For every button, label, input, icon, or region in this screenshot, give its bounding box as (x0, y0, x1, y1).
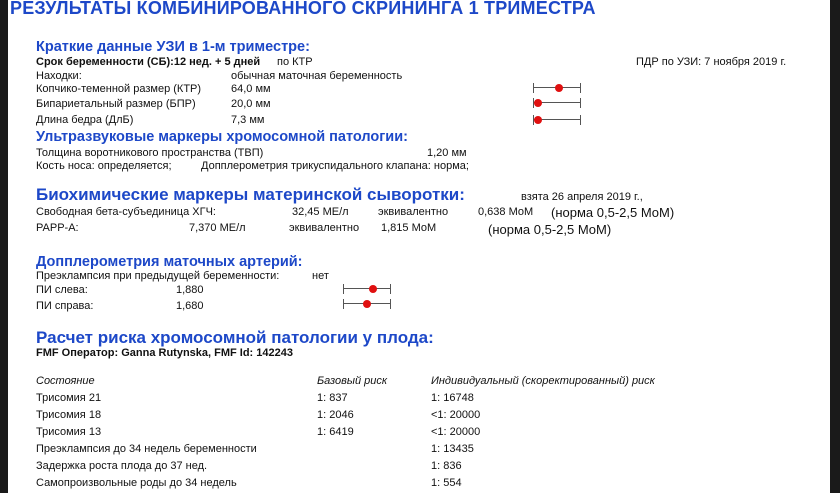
hcg-value: 32,45 МЕ/л (292, 206, 349, 218)
pi-right-value: 1,680 (176, 300, 204, 312)
hcg-label: Свободная бета-субъединица ХГЧ: (36, 206, 216, 218)
us-markers-heading: Ультразвуковые маркеры хромосомной патологии: (36, 129, 408, 145)
nt-label: Толщина воротникового пространства (ТВП) (36, 147, 264, 159)
sample-date: взята 26 апреля 2019 г., (521, 191, 643, 203)
femur-value: 7,3 мм (231, 114, 265, 126)
table-row-individual: 1: 13435 (431, 443, 474, 455)
due-date: ПДР по УЗИ: 7 ноября 2019 г. (636, 56, 787, 68)
pi-left-marker-dot (369, 285, 377, 293)
papp-label: PAPP-A: (36, 222, 79, 234)
findings-label: Находки: (36, 70, 82, 82)
pi-right-marker-dot (363, 300, 371, 308)
papp-norm: (норма 0,5-2,5 МоМ) (488, 222, 612, 237)
hcg-norm: (норма 0,5-2,5 МоМ) (551, 205, 675, 220)
table-row-condition: Трисомия 13 (36, 426, 102, 438)
table-row-base: 1: 837 (317, 392, 348, 404)
table-row-individual: 1: 836 (431, 460, 462, 472)
table-row-individual: 1: 16748 (431, 392, 474, 404)
preeclampsia-history-value: нет (312, 270, 329, 282)
table-row-individual: <1: 20000 (431, 426, 481, 438)
table-row-individual: 1: 554 (431, 477, 462, 489)
table-row-condition: Трисомия 18 (36, 409, 102, 421)
crl-marker-dot (555, 84, 563, 92)
bpd-marker-dot (534, 99, 542, 107)
tricuspid-doppler: Допплерометрия трикуспидального клапана: норма; (201, 160, 469, 172)
hcg-equivalent: эквивалентно (378, 206, 449, 218)
gestation-term-basis: по КТР (277, 56, 313, 68)
bpd-range-marker (533, 98, 581, 108)
fmf-operator: FMF Оператор: Ganna Rutynska, FMF Id: 142243 (36, 347, 293, 359)
pi-left-value: 1,880 (176, 284, 204, 296)
nasal-bone: Кость носа: определяется; (36, 160, 172, 172)
doppler-heading: Допплерометрия маточных артерий: (36, 254, 303, 270)
biochem-heading: Биохимические маркеры материнской сыворотки: (36, 185, 465, 204)
crl-label: Копчико-теменной размер (КТР) (36, 83, 202, 95)
risk-heading: Расчет риска хромосомной патологии у плода: (36, 328, 434, 347)
col-base-risk-header: Базовый риск (317, 375, 388, 387)
right-dark-edge (830, 0, 840, 493)
bpd-value: 20,0 мм (231, 98, 271, 110)
crl-value: 64,0 мм (231, 83, 271, 95)
table-row-condition: Преэклампсия до 34 недель беременности (36, 443, 257, 455)
col-condition-header: Состояние (36, 375, 95, 387)
table-row-condition: Самопроизвольные роды до 34 недель (36, 477, 237, 489)
papp-equivalent: эквивалентно (289, 222, 360, 234)
pi-left-label: ПИ слева: (36, 284, 88, 296)
femur-label: Длина бедра (ДлБ) (36, 114, 134, 126)
table-row-condition: Трисомия 21 (36, 392, 102, 404)
table-row-individual: <1: 20000 (431, 409, 481, 421)
crl-range-marker (533, 83, 581, 93)
table-row-base: 1: 2046 (317, 409, 354, 421)
preeclampsia-history-label: Преэклампсия при предыдущей беременности: (36, 270, 280, 282)
uzi-heading: Краткие данные УЗИ в 1-м триместре: (36, 39, 310, 55)
left-dark-edge (0, 0, 8, 493)
bpd-label: Бипариетальный размер (БПР) (36, 98, 196, 110)
papp-value: 7,370 МЕ/л (189, 222, 246, 234)
col-individual-risk-header: Индивидуальный (скоректированный) риск (431, 375, 655, 387)
gestation-term: Срок беременности (СБ):12 нед. + 5 дней (36, 56, 261, 68)
findings-value: обычная маточная беременность (231, 70, 403, 82)
hcg-mom: 0,638 МоМ (478, 206, 534, 218)
page-title: РЕЗУЛЬТАТЫ КОМБИНИРОВАННОГО СКРИНИНГА 1 ТРИМЕСТРА (10, 0, 596, 18)
papp-mom: 1,815 МоМ (381, 222, 437, 234)
table-row-condition: Задержка роста плода до 37 нед. (36, 460, 208, 472)
pi-left-range-marker (343, 284, 391, 294)
nt-value: 1,20 мм (427, 147, 467, 159)
femur-marker-dot (534, 116, 542, 124)
pi-right-range-marker (343, 299, 391, 309)
table-row-base: 1: 6419 (317, 426, 354, 438)
pi-right-label: ПИ справа: (36, 300, 94, 312)
femur-range-marker (533, 115, 581, 125)
